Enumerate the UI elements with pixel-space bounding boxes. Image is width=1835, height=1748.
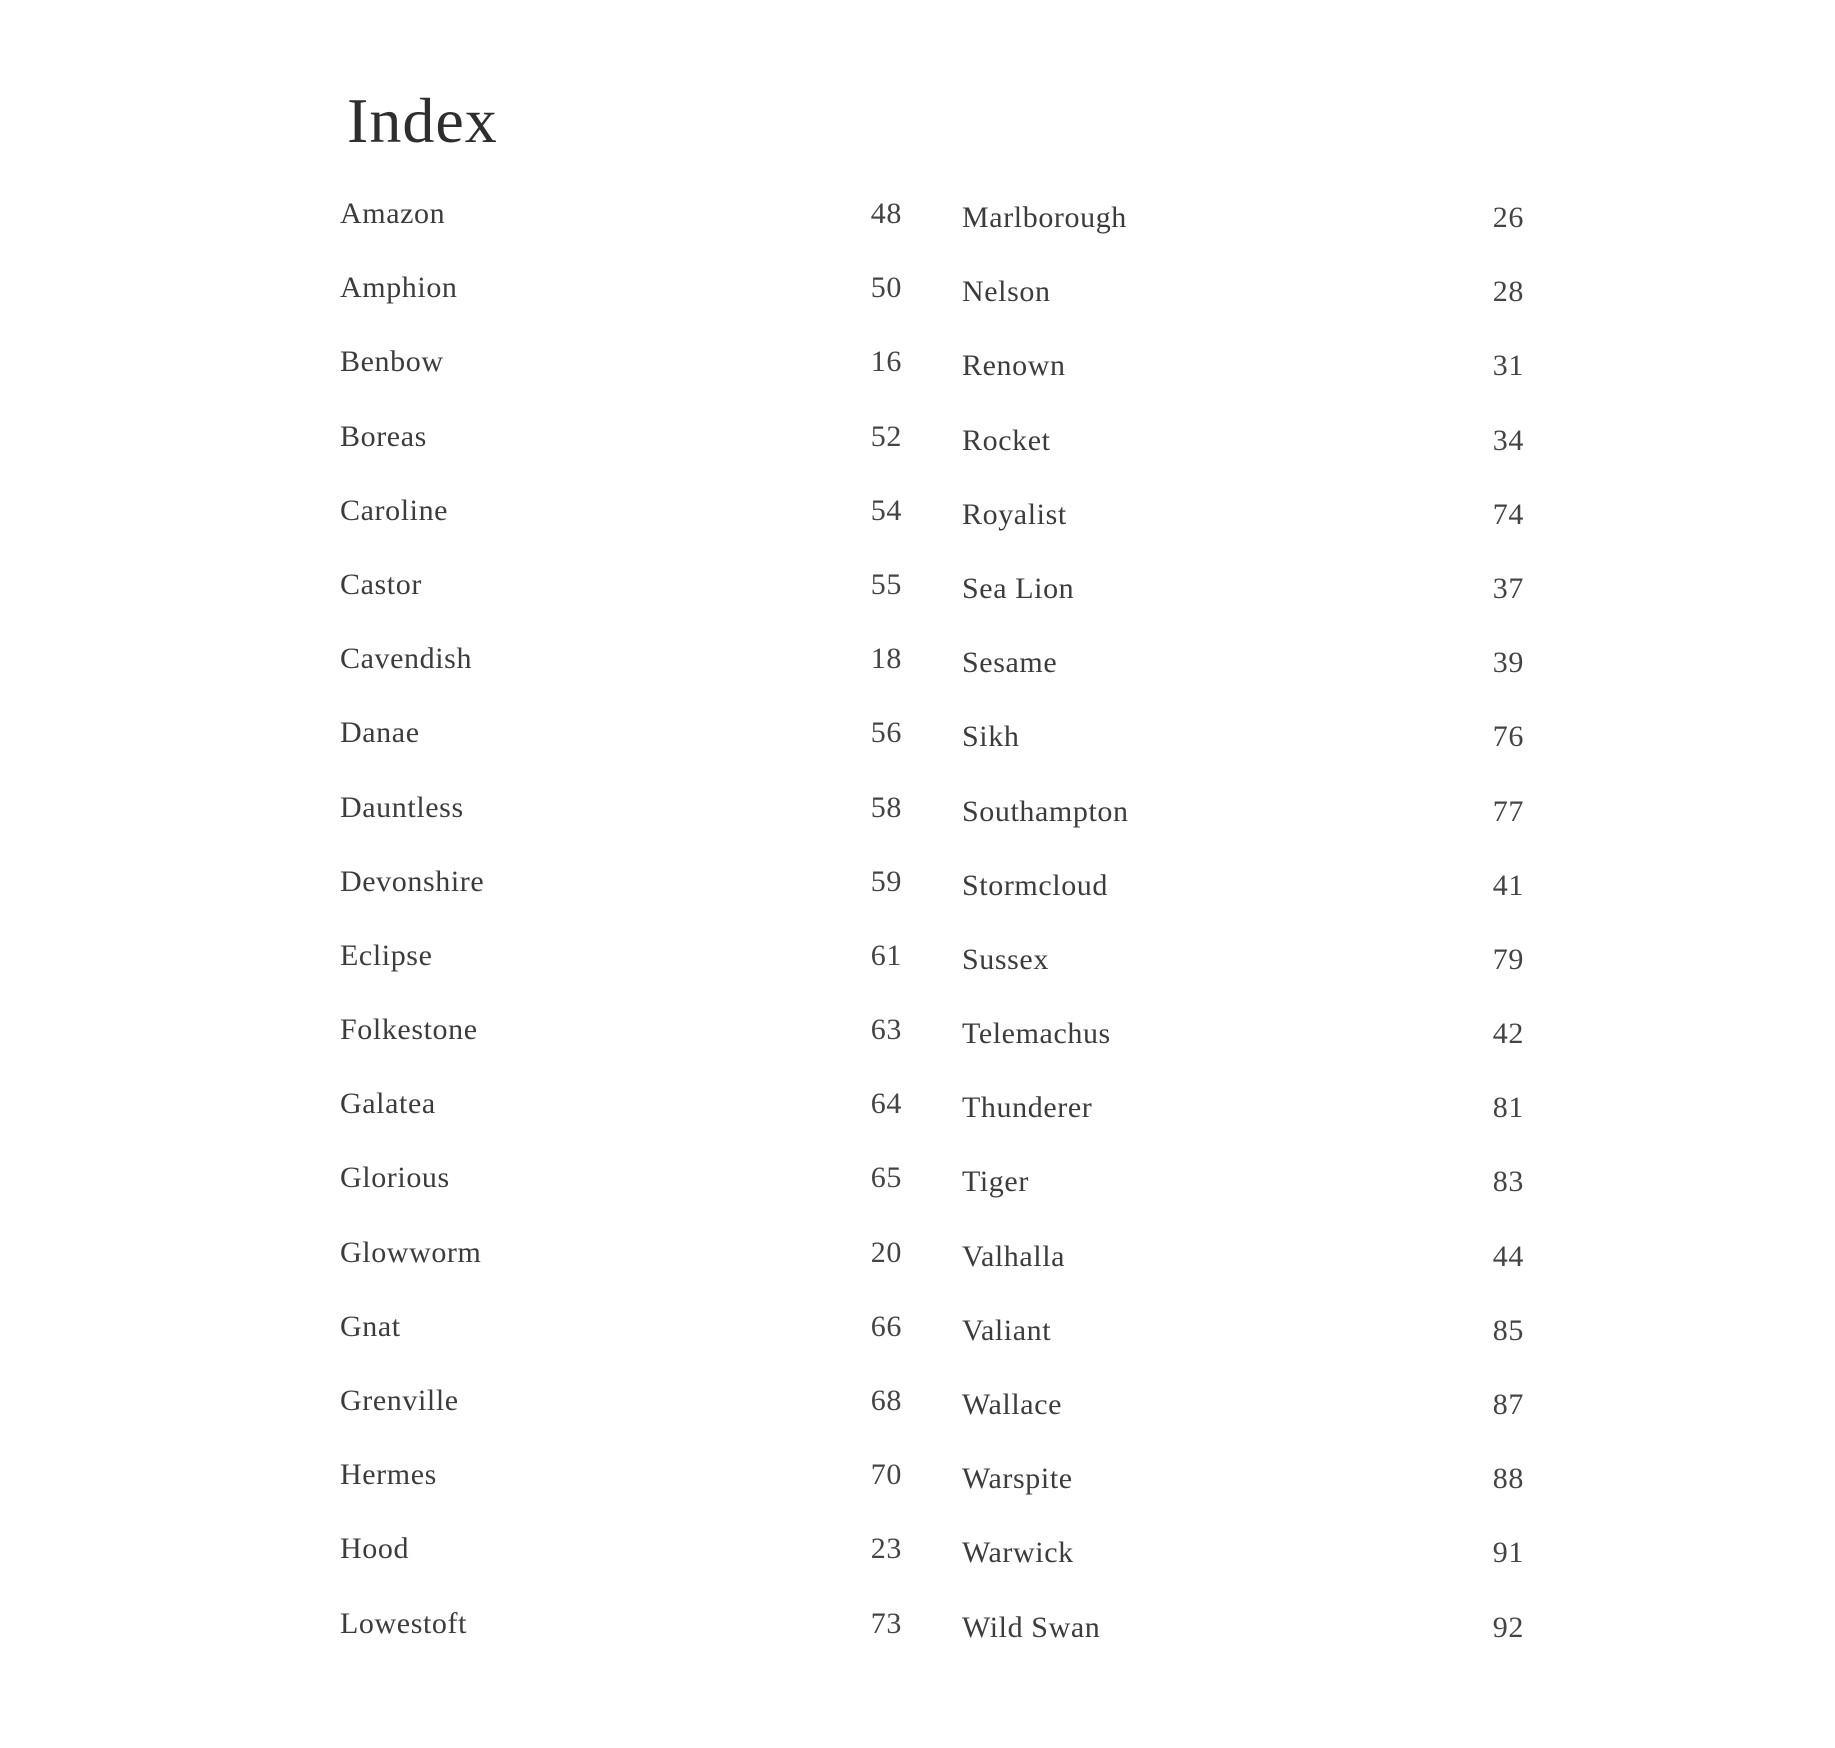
entry-name: Folkestone <box>340 1013 478 1047</box>
entry-name: Wallace <box>962 1388 1063 1421</box>
page-title: Index <box>347 84 498 156</box>
index-entry <box>962 272 1524 346</box>
entry-name: Devonshire <box>340 864 485 898</box>
entry-name: Glowworm <box>340 1235 482 1269</box>
index-column-left <box>340 194 902 1678</box>
entry-page-number: 65 <box>870 1161 902 1195</box>
entry-page-number: 28 <box>1492 275 1524 309</box>
entry-page-number: 52 <box>870 419 902 453</box>
entry-page-number: 31 <box>1492 349 1524 383</box>
entry-page-number: 58 <box>870 790 902 824</box>
index-entry <box>962 643 1524 717</box>
index-entry <box>340 639 902 713</box>
entry-name: Gnat <box>340 1309 401 1343</box>
entry-page-number: 59 <box>870 864 902 898</box>
index-entry <box>962 866 1524 940</box>
entry-page-number: 44 <box>1492 1239 1524 1273</box>
entry-name: Southampton <box>962 794 1129 828</box>
entry-name: Royalist <box>962 497 1067 531</box>
entry-page-number: 87 <box>1492 1388 1524 1421</box>
index-entry <box>340 1010 902 1084</box>
entry-name: Rocket <box>962 423 1051 457</box>
entry-name: Warwick <box>962 1536 1074 1570</box>
index-entry <box>340 1084 902 1158</box>
entry-page-number: 74 <box>1492 497 1524 531</box>
entry-name: Renown <box>962 349 1066 383</box>
entry-page-number: 91 <box>1492 1536 1524 1570</box>
index-entry <box>962 495 1524 569</box>
entry-name: Amphion <box>340 271 458 305</box>
index-entry <box>962 421 1524 495</box>
index-entry <box>340 491 902 565</box>
entry-page-number: 48 <box>870 197 902 230</box>
index-entry <box>340 1604 902 1678</box>
index-entry <box>340 1307 902 1381</box>
entry-name: Hood <box>340 1532 410 1566</box>
index-entry <box>340 788 902 862</box>
index-entry <box>340 194 902 268</box>
entry-page-number: 92 <box>1492 1610 1524 1644</box>
entry-page-number: 83 <box>1492 1165 1524 1199</box>
entry-name: Amazon <box>340 197 446 230</box>
entry-page-number: 39 <box>1492 646 1524 680</box>
index-entry <box>340 1455 902 1529</box>
entry-name: Sussex <box>962 942 1049 976</box>
entry-name: Warspite <box>962 1462 1073 1496</box>
entry-page-number: 55 <box>870 567 902 601</box>
entry-name: Cavendish <box>340 642 473 676</box>
entry-page-number: 23 <box>870 1532 902 1566</box>
entry-page-number: 63 <box>870 1013 902 1047</box>
entry-page-number: 73 <box>870 1606 902 1640</box>
entry-page-number: 37 <box>1492 571 1524 605</box>
index-entry <box>962 717 1524 791</box>
entry-page-number: 76 <box>1492 720 1524 754</box>
index-entry <box>340 862 902 936</box>
index-entry <box>340 417 902 491</box>
index-entry <box>962 1162 1524 1236</box>
index-entry <box>340 936 902 1010</box>
entry-page-number: 64 <box>870 1087 902 1121</box>
entry-name: Dauntless <box>340 790 464 824</box>
entry-page-number: 68 <box>870 1384 902 1417</box>
entry-page-number: 70 <box>870 1458 902 1492</box>
entry-page-number: 88 <box>1492 1462 1524 1496</box>
entry-page-number: 42 <box>1492 1017 1524 1051</box>
index-entry <box>962 940 1524 1014</box>
index-entry <box>962 792 1524 866</box>
index-entry <box>340 1158 902 1232</box>
entry-name: Galatea <box>340 1087 436 1121</box>
entry-page-number: 18 <box>870 642 902 676</box>
entry-page-number: 26 <box>1492 201 1524 234</box>
entry-name: Boreas <box>340 419 427 453</box>
index-entry <box>340 268 902 342</box>
entry-name: Telemachus <box>962 1017 1111 1051</box>
index-entry <box>340 1529 902 1603</box>
entry-page-number: 81 <box>1492 1091 1524 1125</box>
index-entry <box>340 1233 902 1307</box>
entry-name: Danae <box>340 716 420 750</box>
entry-page-number: 34 <box>1492 423 1524 457</box>
entry-name: Sikh <box>962 720 1020 754</box>
index-entry <box>340 565 902 639</box>
entry-name: Caroline <box>340 493 449 527</box>
entry-page-number: 77 <box>1492 794 1524 828</box>
entry-name: Thunderer <box>962 1091 1093 1125</box>
entry-page-number: 20 <box>870 1235 902 1269</box>
entry-page-number: 50 <box>870 271 902 305</box>
entry-page-number: 61 <box>870 938 902 972</box>
entry-name: Lowestoft <box>340 1606 468 1640</box>
entry-name: Marlborough <box>962 201 1127 234</box>
index-entry <box>962 1014 1524 1088</box>
entry-page-number: 41 <box>1492 868 1524 902</box>
entry-page-number: 85 <box>1492 1313 1524 1347</box>
index-entry <box>962 1608 1524 1682</box>
index-entry <box>340 1381 902 1455</box>
entry-name: Hermes <box>340 1458 437 1492</box>
entry-name: Stormcloud <box>962 868 1108 902</box>
index-entry <box>962 1533 1524 1607</box>
index-entry <box>340 713 902 787</box>
entry-page-number: 16 <box>870 345 902 379</box>
entry-name: Wild Swan <box>962 1610 1101 1644</box>
entry-name: Benbow <box>340 345 444 379</box>
entry-name: Grenville <box>340 1384 459 1417</box>
index-entry <box>962 1088 1524 1162</box>
entry-page-number: 56 <box>870 716 902 750</box>
index-entry <box>962 1385 1524 1459</box>
entry-page-number: 79 <box>1492 942 1524 976</box>
index-column-right <box>962 198 1524 1682</box>
entry-page-number: 66 <box>870 1309 902 1343</box>
entry-name: Sea Lion <box>962 571 1075 605</box>
entry-name: Nelson <box>962 275 1051 309</box>
entry-name: Sesame <box>962 646 1058 680</box>
index-entry <box>962 1311 1524 1385</box>
entry-name: Glorious <box>340 1161 450 1195</box>
entry-name: Castor <box>340 567 422 601</box>
entry-name: Valhalla <box>962 1239 1066 1273</box>
index-entry <box>962 1237 1524 1311</box>
entry-name: Tiger <box>962 1165 1029 1199</box>
index-entry <box>962 569 1524 643</box>
index-entry <box>962 346 1524 420</box>
index-entry <box>962 1459 1524 1533</box>
entry-name: Eclipse <box>340 938 433 972</box>
index-entry <box>962 198 1524 272</box>
entry-name: Valiant <box>962 1313 1052 1347</box>
index-entry <box>340 342 902 416</box>
entry-page-number: 54 <box>870 493 902 527</box>
